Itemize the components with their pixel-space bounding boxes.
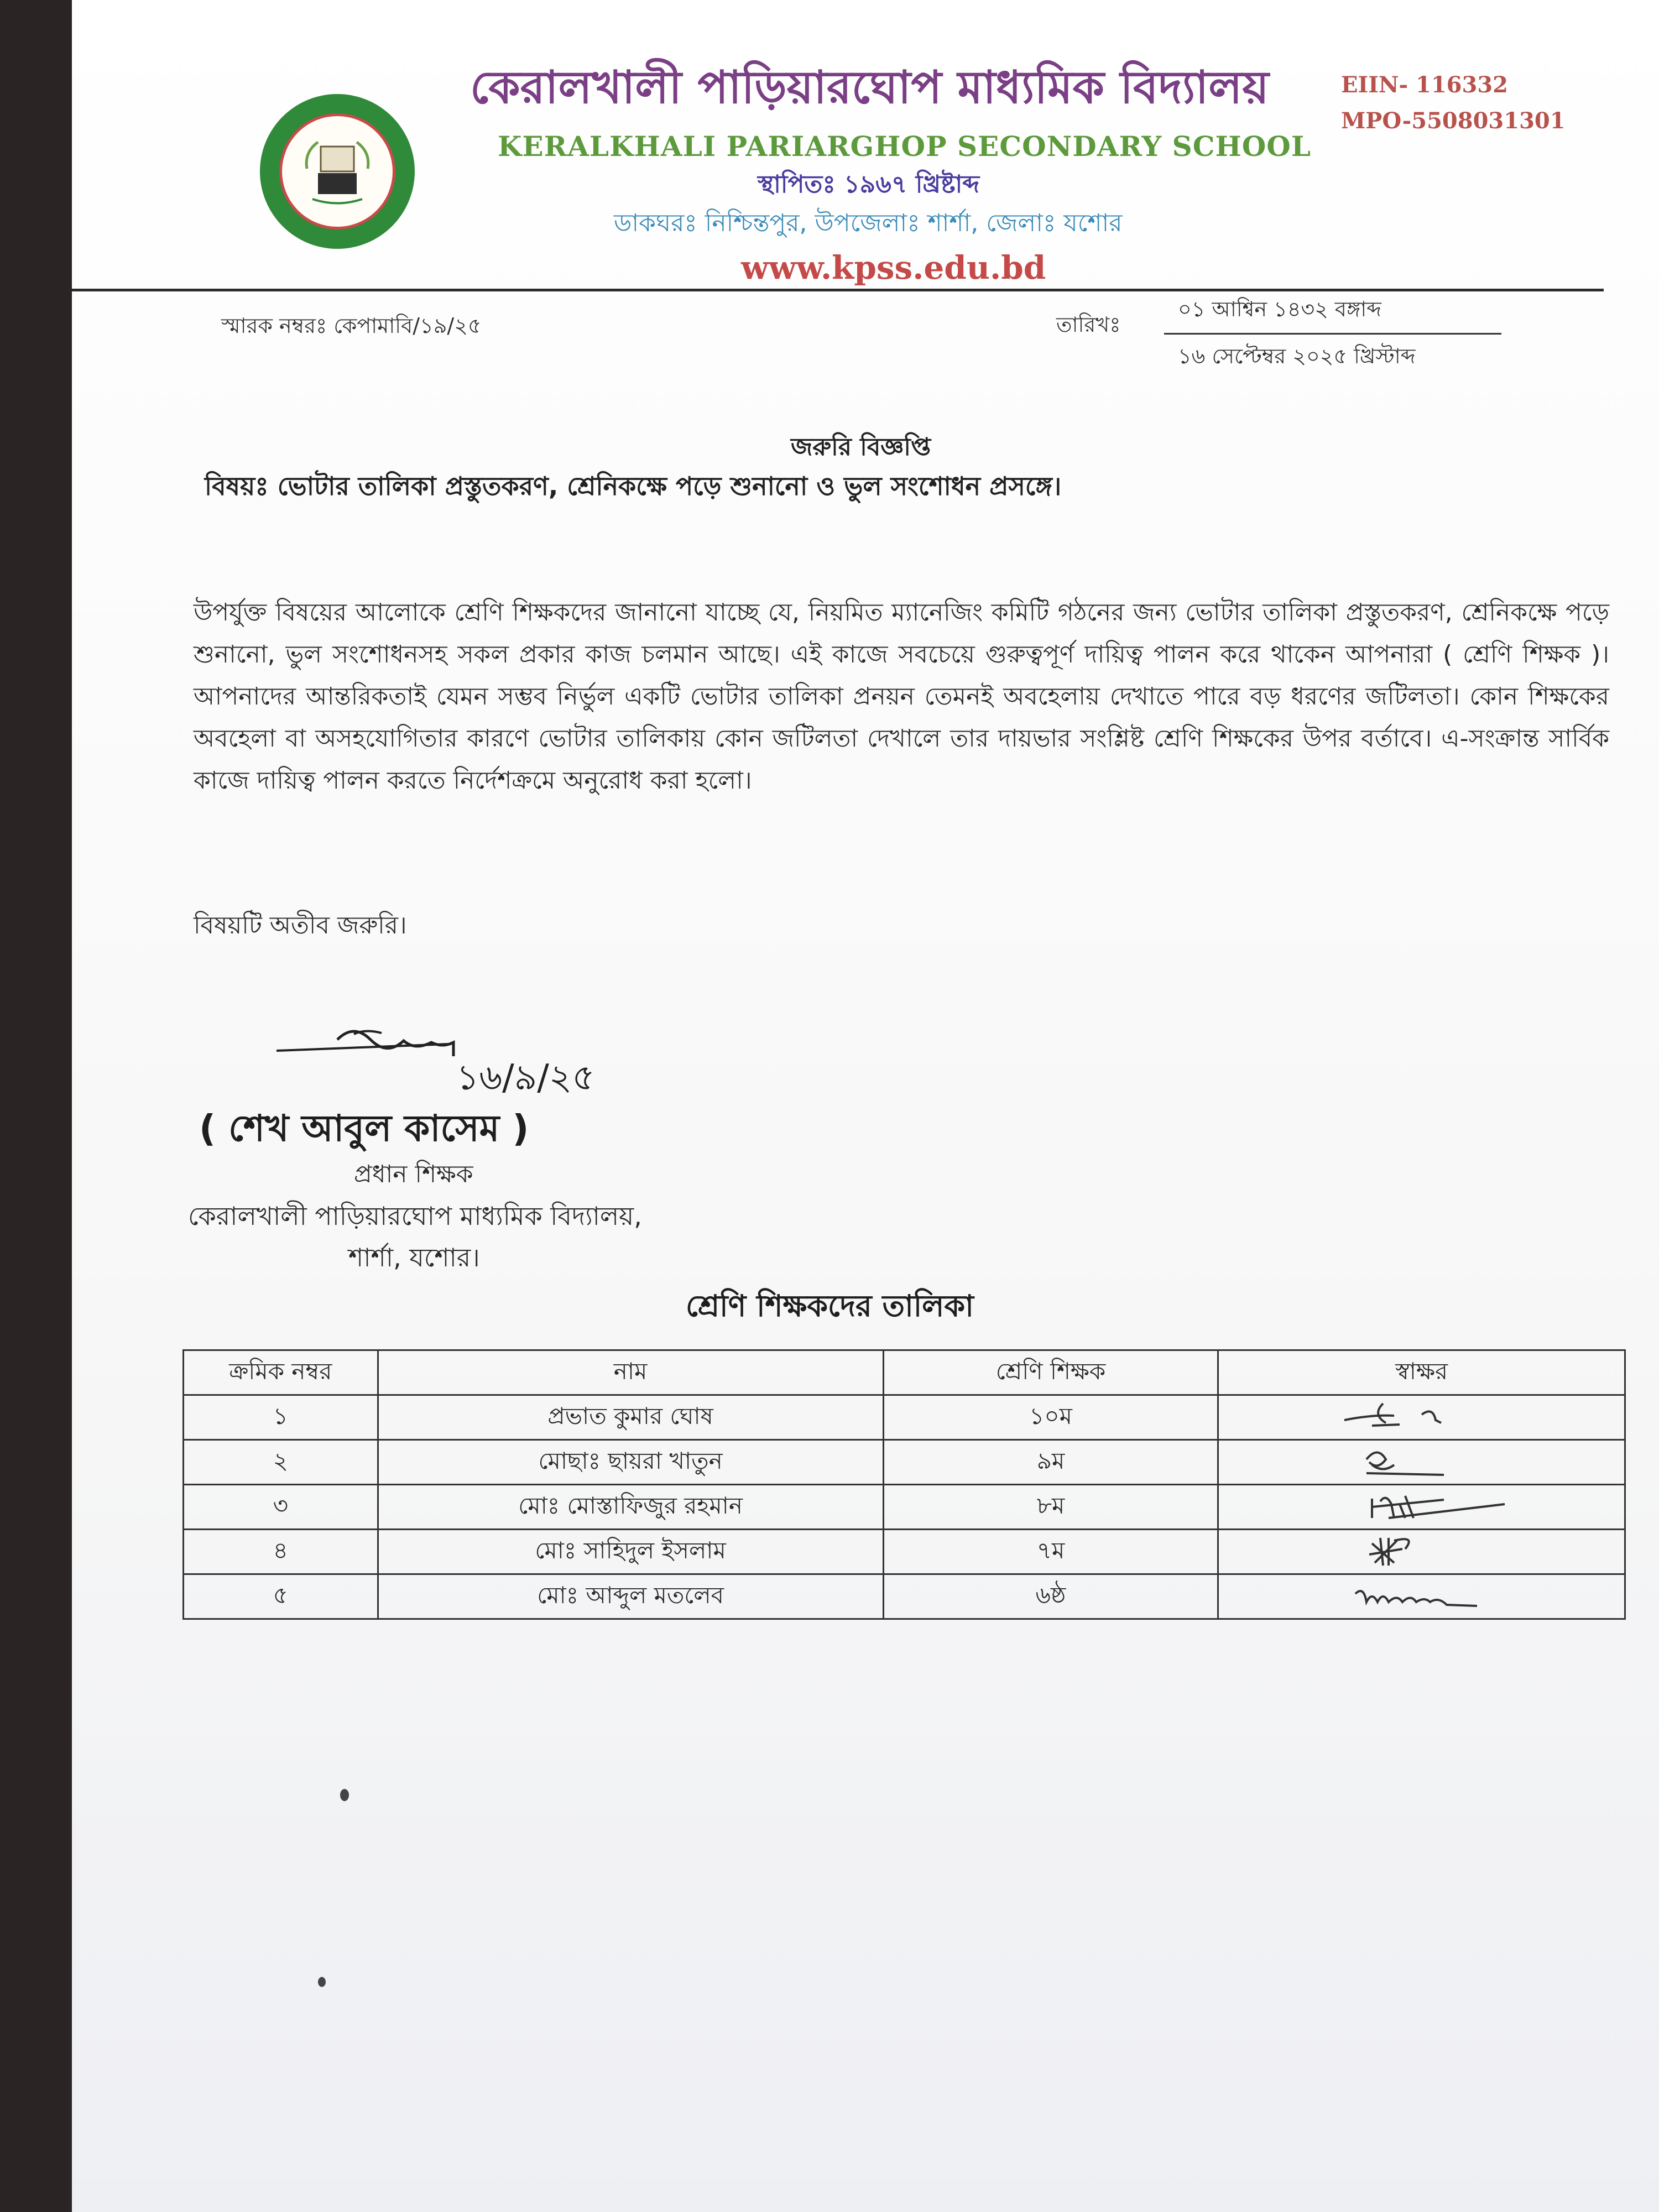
paper-speck <box>340 1789 349 1801</box>
row-signature <box>1218 1574 1625 1619</box>
notice-subject: বিষয়ঃ ভোটার তালিকা প্রস্তুতকরণ, শ্রেনিকক্ষে পড়ে শুনানো ও ভুল সংশোধন প্রসঙ্গে। <box>205 471 1062 501</box>
school-logo-emblem <box>296 130 379 213</box>
table-row <box>184 1530 1625 1574</box>
signatory-name: ( শেখ আবুল কাসেম ) <box>199 1107 529 1150</box>
header-name: নাম <box>378 1350 883 1395</box>
paper-speck <box>318 1977 326 1987</box>
row-signature <box>1218 1440 1625 1485</box>
date-divider <box>1164 333 1501 335</box>
mpo-number: MPO-5508031301 <box>1341 108 1566 134</box>
notice-title: জরুরি বিজ্ঞপ্তি <box>791 433 931 461</box>
header-class-teacher: শ্রেণি শিক্ষক <box>883 1350 1218 1395</box>
school-website: www.kpss.edu.bd <box>741 249 1046 286</box>
date-label: তারিখঃ <box>1056 312 1121 337</box>
founded-year: স্থাপিতঃ ১৯৬৭ খ্রিষ্টাব্দ <box>758 170 980 199</box>
table-row <box>184 1440 1625 1485</box>
teacher-signature <box>1333 1532 1510 1571</box>
table-header-row <box>184 1350 1625 1395</box>
table-row <box>184 1485 1625 1530</box>
letterhead-divider <box>72 289 1604 291</box>
class-teacher-table <box>182 1349 1626 1620</box>
header-signature: স্বাক্ষর <box>1218 1350 1625 1395</box>
row-name: মোঃ আব্দুল মতলেব <box>378 1574 883 1619</box>
teacher-signature <box>1322 1488 1521 1526</box>
memo-reference: স্মারক নম্বরঃ কেপামাবি/১৯/২৫ <box>221 314 482 338</box>
header-serial: ক্রমিক নম্বর <box>184 1350 378 1395</box>
row-class: ৭ম <box>883 1530 1218 1574</box>
row-class: ১০ম <box>883 1395 1218 1440</box>
row-class: ৬ষ্ঠ <box>883 1574 1218 1619</box>
row-signature <box>1218 1485 1625 1530</box>
row-class: ৮ম <box>883 1485 1218 1530</box>
row-serial: ৪ <box>184 1530 378 1574</box>
row-class: ৯ম <box>883 1440 1218 1485</box>
row-serial: ৩ <box>184 1485 378 1530</box>
signatory-school: কেরালখালী পাড়িয়ারঘোপ মাধ্যমিক বিদ্যালয়, <box>188 1201 642 1231</box>
notice-sheet <box>72 0 1659 2212</box>
school-logo-seal <box>279 113 395 229</box>
signature-date: ১৬/৯/২৫ <box>456 1057 595 1098</box>
teacher-signature <box>1333 1443 1510 1481</box>
table-row <box>184 1395 1625 1440</box>
row-name: মোঃ মোস্তাফিজুর রহমান <box>378 1485 883 1530</box>
school-name-bengali: কেরালখালী পাড়িয়ারঘোপ মাধ্যমিক বিদ্যালয় <box>470 61 1269 114</box>
row-name: মোঃ সাহিদুল ইসলাম <box>378 1530 883 1574</box>
row-serial: ২ <box>184 1440 378 1485</box>
row-signature <box>1218 1530 1625 1574</box>
school-name-english: KERALKHALI PARIARGHOP SECONDARY SCHOOL <box>498 130 1312 163</box>
teacher-table-title: শ্রেণি শিক্ষকদের তালিকা <box>686 1288 974 1323</box>
date-bengali-calendar: ০১ আশ্বিন ১৪৩২ বঙ্গাব্দ <box>1178 297 1381 321</box>
signatory-location: শার্শা, যশোর। <box>348 1243 480 1272</box>
school-address: ডাকঘরঃ নিশ্চিন্তপুর, উপজেলাঃ শার্শা, জেলাঃ যশোর <box>614 209 1123 237</box>
row-signature <box>1218 1395 1625 1440</box>
date-gregorian: ১৬ সেপ্টেম্বর ২০২৫ খ্রিস্টাব্দ <box>1178 344 1416 368</box>
eiin-number: EIIN- 116332 <box>1341 72 1508 98</box>
school-logo <box>260 94 415 249</box>
table-row <box>184 1574 1625 1619</box>
teacher-signature <box>1333 1398 1510 1437</box>
urgent-note: বিষয়টি অতীব জরুরি। <box>194 911 407 940</box>
row-serial: ৫ <box>184 1574 378 1619</box>
notice-body: উপর্যুক্ত বিষয়ের আলোকে শ্রেণি শিক্ষকদের জানানো যাচ্ছে যে, নিয়মিত ম্যানেজিং কমিটি গঠনের জন্য ভোটার তালিকা প্রস্তুতকরণ, শ্রেনিকক্ষে পড়ে শুনানো, ভুল সংশোধনসহ সকল প্রকার কাজ চলমান আছে। এই কাজে সবচেয়ে গুরুত্বপূর্ণ দায়িত্ব পালন করে থাকেন আপনারা ( শ্রেণি শিক্ষক )। আপনাদের আন্তরিকতাই যেমন সম্ভব নির্ভুল একটি ভোটার তালিকা প্রনয়ন তেমনই অবহেলায় দেখাতে পারে বড় ধরণের জটিলতা। কোন শিক্ষকের অবহেলা বা অসহযোগিতার কারণে ভোটার তালিকায় কোন জটিলতা দেখালে তার দায়ভার সংশ্লিষ্ট শ্রেণি শিক্ষকের উপর বর্তাবে। এ-সংক্রান্ত সার্বিক কাজে দায়িত্ব পালন করতে নির্দেশক্রমে অনুরোধ করা হলো। <box>194 598 1609 795</box>
teacher-signature <box>1333 1577 1510 1616</box>
row-name: মোছাঃ ছায়রা খাতুন <box>378 1440 883 1485</box>
row-name: প্রভাত কুমার ঘোষ <box>378 1395 883 1440</box>
row-serial: ১ <box>184 1395 378 1440</box>
signatory-designation: প্রধান শিক্ষক <box>354 1160 473 1188</box>
